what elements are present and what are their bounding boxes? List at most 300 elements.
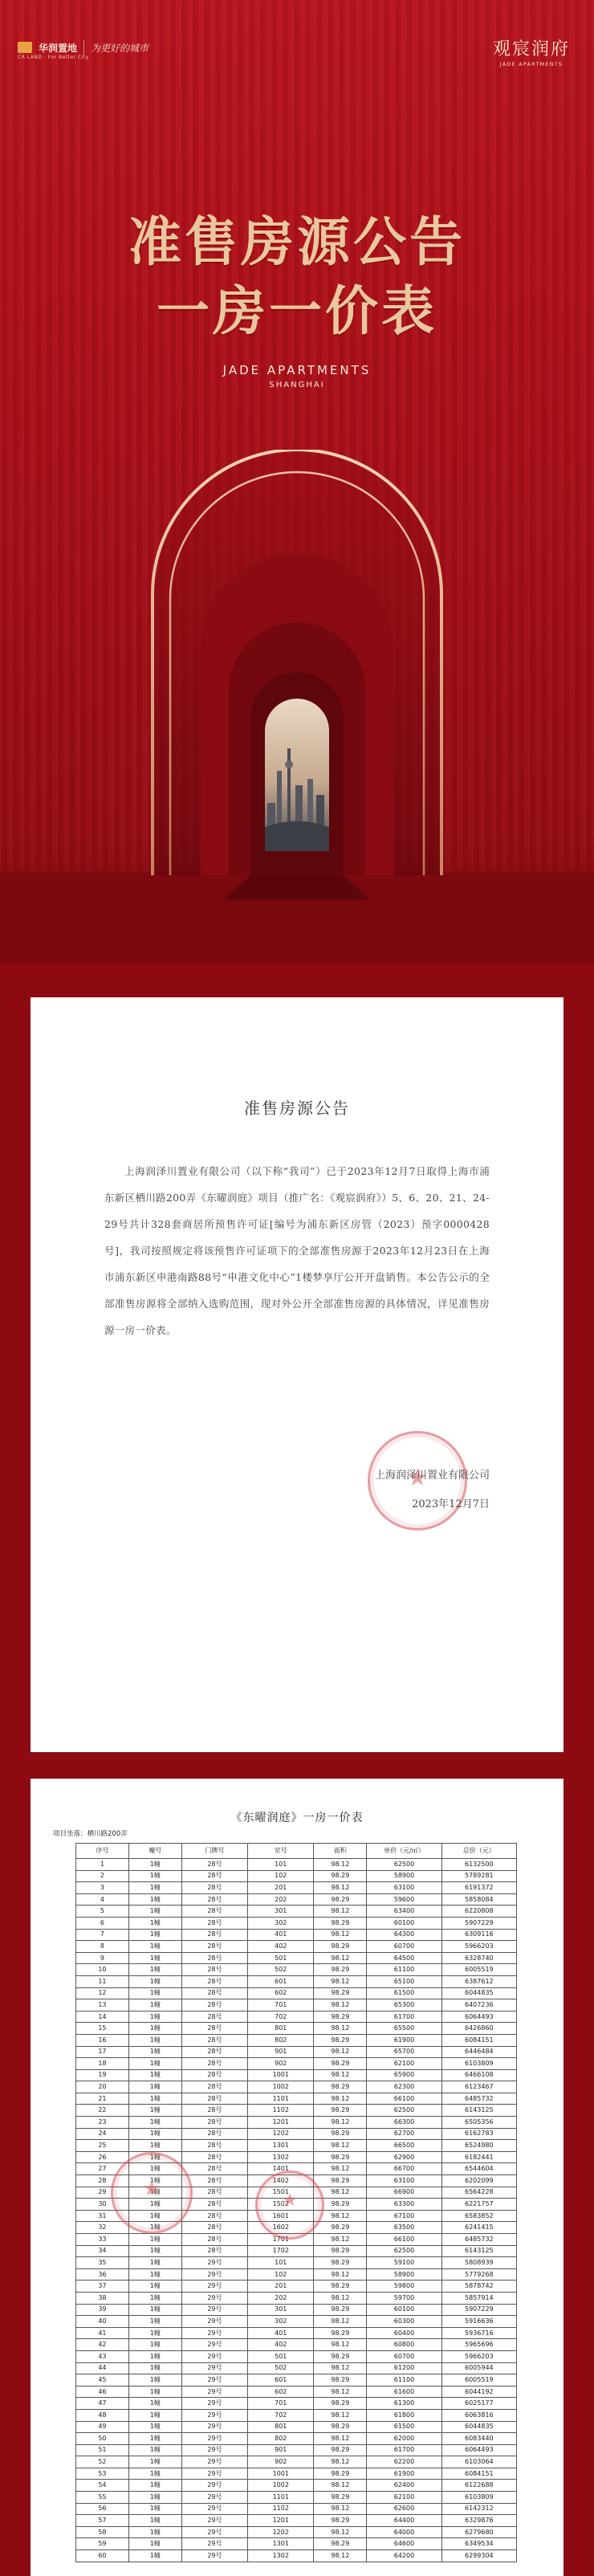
table-cell: 28号 — [181, 2093, 247, 2105]
price-table-card — [31, 1779, 563, 2576]
table-row — [76, 1870, 517, 1882]
table-row — [76, 2515, 517, 2527]
table-cell: 1幢 — [128, 2199, 181, 2211]
table-cell: 5789281 — [441, 1870, 516, 1882]
table-row — [76, 2316, 517, 2328]
table-cell: 302 — [248, 2316, 314, 2328]
table-row — [76, 1952, 517, 1964]
table-cell: 1幢 — [128, 2409, 181, 2421]
arch-illustration — [0, 450, 594, 899]
table-cell: 49 — [76, 2421, 129, 2433]
table-cell: 98.12 — [314, 2268, 367, 2280]
table-cell: 701 — [248, 1999, 314, 2011]
table-cell: 6143125 — [441, 2105, 516, 2117]
table-cell: 29号 — [181, 2292, 247, 2304]
table-cell: 98.29 — [314, 2280, 367, 2293]
table-cell: 60300 — [367, 2316, 441, 2328]
table-cell: 5808939 — [441, 2257, 516, 2269]
table-cell: 98.29 — [314, 2245, 367, 2257]
table-cell: 28号 — [181, 2163, 247, 2175]
table-cell: 98.29 — [314, 2034, 367, 2046]
table-cell: 28号 — [181, 2128, 247, 2140]
table-cell: 98.12 — [314, 2339, 367, 2351]
table-cell: 1001 — [248, 2069, 314, 2081]
table-cell: 29号 — [181, 2492, 247, 2504]
table-cell: 401 — [248, 1929, 314, 1941]
table-cell: 1幢 — [128, 2492, 181, 2504]
table-cell: 29号 — [181, 2433, 247, 2445]
table-cell: 43 — [76, 2350, 129, 2362]
table-cell: 1幢 — [128, 2187, 181, 2199]
table-cell: 29号 — [181, 2316, 247, 2328]
table-cell: 98.29 — [314, 2515, 367, 2527]
table-cell: 21 — [76, 2093, 129, 2105]
table-cell: 28号 — [181, 1975, 247, 1987]
table-cell: 64300 — [367, 1929, 441, 1941]
table-cell: 201 — [248, 2280, 314, 2293]
table-cell: 28号 — [181, 1870, 247, 1882]
table-cell: 28号 — [181, 1929, 247, 1941]
table-cell: 17 — [76, 2046, 129, 2058]
table-cell: 28号 — [181, 2140, 247, 2152]
table-cell: 6202099 — [441, 2175, 516, 2187]
table-row — [76, 2362, 517, 2374]
table-cell: 61100 — [367, 1964, 441, 1976]
table-cell: 6329876 — [441, 2515, 516, 2527]
table-cell: 58 — [76, 2526, 129, 2538]
table-cell: 61900 — [367, 2468, 441, 2480]
table-cell: 1幢 — [128, 2503, 181, 2515]
table-cell: 1幢 — [128, 2538, 181, 2550]
table-cell: 301 — [248, 1906, 314, 1918]
table-cell: 1幢 — [128, 2034, 181, 2046]
brand-mark-icon — [18, 42, 32, 53]
table-cell: 1幢 — [128, 2151, 181, 2163]
table-cell: 701 — [248, 2398, 314, 2410]
table-cell: 59600 — [367, 1893, 441, 1906]
table-cell: 28号 — [181, 2105, 247, 2117]
table-cell: 62100 — [367, 2492, 441, 2504]
table-cell: 802 — [248, 2034, 314, 2046]
table-cell: 1幢 — [128, 2234, 181, 2246]
table-cell: 6064493 — [441, 2011, 516, 2023]
notice-signature — [375, 1461, 490, 1519]
table-cell: 61200 — [367, 2362, 441, 2374]
table-cell: 1幢 — [128, 2117, 181, 2129]
table-cell: 28号 — [181, 1882, 247, 1894]
table-cell: 29号 — [181, 2257, 247, 2269]
table-cell: 29号 — [181, 2339, 247, 2351]
table-cell: 6564228 — [441, 2187, 516, 2199]
table-cell: 4 — [76, 1893, 129, 1906]
table-cell: 5779268 — [441, 2268, 516, 2280]
table-cell: 1幢 — [128, 1917, 181, 1929]
table-cell: 1幢 — [128, 2374, 181, 2386]
table-cell: 102 — [248, 2268, 314, 2280]
table-cell: 98.29 — [314, 2128, 367, 2140]
table-cell: 98.29 — [314, 1917, 367, 1929]
table-cell: 1701 — [248, 2234, 314, 2246]
table-cell: 3 — [76, 1882, 129, 1894]
table-cell: 1幢 — [128, 2081, 181, 2093]
table-cell: 54 — [76, 2480, 129, 2492]
table-cell: 1601 — [248, 2210, 314, 2222]
table-cell: 5 — [76, 1906, 129, 1918]
table-cell: 18 — [76, 2058, 129, 2070]
table-cell: 29号 — [181, 2456, 247, 2468]
table-cell: 6485732 — [441, 2234, 516, 2246]
table-cell: 6025177 — [441, 2398, 516, 2410]
table-cell: 6446484 — [441, 2046, 516, 2058]
table-cell: 59700 — [367, 2292, 441, 2304]
table-cell: 1幢 — [128, 1929, 181, 1941]
table-cell: 6407236 — [441, 1999, 516, 2011]
table-cell: 902 — [248, 2058, 314, 2070]
table-cell: 98.12 — [314, 2433, 367, 2445]
table-cell: 6182441 — [441, 2151, 516, 2163]
table-cell: 6103064 — [441, 2456, 516, 2468]
table-cell: 1幢 — [128, 2058, 181, 2070]
table-cell: 28号 — [181, 2069, 247, 2081]
table-cell: 28号 — [181, 1859, 247, 1871]
table-cell: 1幢 — [128, 2316, 181, 2328]
table-cell: 65300 — [367, 1999, 441, 2011]
table-cell: 63400 — [367, 1906, 441, 1918]
table-cell: 98.12 — [314, 2292, 367, 2304]
table-row — [76, 2456, 517, 2468]
table-cell: 502 — [248, 1964, 314, 1976]
notice-title: 准售房源公告 — [244, 1098, 350, 1118]
table-row — [76, 2034, 517, 2046]
table-cell: 5907229 — [441, 1917, 516, 1929]
table-cell: 1幢 — [128, 2515, 181, 2527]
table-cell: 29号 — [181, 2550, 247, 2562]
table-cell: 1幢 — [128, 1952, 181, 1964]
table-cell: 6083440 — [441, 2433, 516, 2445]
column-header: 单价（元/㎡） — [367, 1844, 441, 1859]
table-row — [76, 2128, 517, 2140]
table-cell: 98.29 — [314, 2151, 367, 2163]
table-cell: 44 — [76, 2362, 129, 2374]
table-cell: 5878742 — [441, 2280, 516, 2293]
table-cell: 28号 — [181, 1999, 247, 2011]
table-cell: 1501 — [248, 2187, 314, 2199]
table-cell: 1幢 — [128, 2011, 181, 2023]
table-row — [76, 2444, 517, 2456]
table-cell: 61500 — [367, 1987, 441, 1999]
project-logo — [493, 35, 570, 67]
table-cell: 47 — [76, 2398, 129, 2410]
table-cell: 6005519 — [441, 1964, 516, 1976]
table-cell: 12 — [76, 1987, 129, 1999]
table-cell: 98.12 — [314, 2409, 367, 2421]
table-cell: 601 — [248, 1975, 314, 1987]
notice-card — [31, 997, 563, 1752]
table-cell: 98.12 — [314, 2386, 367, 2398]
table-cell: 901 — [248, 2046, 314, 2058]
table-cell: 1幢 — [128, 2362, 181, 2374]
table-cell: 1幢 — [128, 2093, 181, 2105]
table-cell: 1幢 — [128, 2550, 181, 2562]
table-cell: 1幢 — [128, 1882, 181, 1894]
table-cell: 1201 — [248, 2117, 314, 2129]
table-cell: 28号 — [181, 2234, 247, 2246]
table-cell: 801 — [248, 2421, 314, 2433]
table-cell: 702 — [248, 2011, 314, 2023]
table-cell: 1202 — [248, 2526, 314, 2538]
table-cell: 98.12 — [314, 1999, 367, 2011]
table-cell: 6122688 — [441, 2480, 516, 2492]
table-cell: 64200 — [367, 2550, 441, 2562]
table-cell: 62400 — [367, 2480, 441, 2492]
table-cell: 65700 — [367, 2046, 441, 2058]
notice-body: 上海润泽川置业有限公司（以下称“我司”）已于2023年12月7日取得上海市浦东新区栖川路200弄《东曜润庭》项目（推广名：《观宸润府》）5、6、20、21、24-29号共计328套商居所预售许可证[编号为浦东新区房管（2023）预字0000428号]，我司按照规定将该预售许可证项下的全部准售房源于2023年12月23日在上海市浦东新区申港南路88号“申港文化中心”1楼梦享厅公开开盘销售。本公告公示的全部准售房源将全部纳入选购范围，现对外公开全部准售房源的具体情况，详见准售房源一房一价表。 — [104, 1165, 490, 1336]
table-cell: 66100 — [367, 2234, 441, 2246]
table-cell: 61300 — [367, 2398, 441, 2410]
table-cell: 98.12 — [314, 2210, 367, 2222]
table-cell: 60100 — [367, 2304, 441, 2316]
table-cell: 98.12 — [314, 2234, 367, 2246]
table-cell: 902 — [248, 2456, 314, 2468]
table-cell: 6143125 — [441, 2245, 516, 2257]
table-cell: 62300 — [367, 2081, 441, 2093]
table-cell: 601 — [248, 2374, 314, 2386]
table-cell: 98.29 — [314, 1870, 367, 1882]
table-cell: 6064493 — [441, 2444, 516, 2456]
table-row — [76, 2093, 517, 2105]
table-cell: 602 — [248, 2386, 314, 2398]
table-cell: 40 — [76, 2316, 129, 2328]
table-cell: 98.29 — [314, 2398, 367, 2410]
table-cell: 64600 — [367, 2538, 441, 2550]
table-cell: 29号 — [181, 2538, 247, 2550]
column-header: 室号 — [248, 1844, 314, 1859]
table-cell: 28号 — [181, 2175, 247, 2187]
table-cell: 1幢 — [128, 2433, 181, 2445]
table-cell: 28号 — [181, 1893, 247, 1906]
table-cell: 98.12 — [314, 2316, 367, 2328]
table-cell: 1幢 — [128, 2468, 181, 2480]
table-cell: 402 — [248, 1941, 314, 1953]
table-cell: 28号 — [181, 2034, 247, 2046]
table-cell: 1幢 — [128, 2292, 181, 2304]
table-cell: 1幢 — [128, 1859, 181, 1871]
table-cell: 1102 — [248, 2105, 314, 2117]
table-cell: 28号 — [181, 2222, 247, 2234]
table-cell: 1101 — [248, 2492, 314, 2504]
table-cell: 32 — [76, 2222, 129, 2234]
table-cell: 6005519 — [441, 2374, 516, 2386]
table-cell: 6583852 — [441, 2210, 516, 2222]
table-cell: 16 — [76, 2034, 129, 2046]
table-cell: 98.29 — [314, 1893, 367, 1906]
table-cell: 6309116 — [441, 1929, 516, 1941]
table-cell: 59100 — [367, 2257, 441, 2269]
table-cell: 1201 — [248, 2515, 314, 2527]
table-cell: 98.29 — [314, 2175, 367, 2187]
table-cell: 28号 — [181, 1964, 247, 1976]
table-cell: 1幢 — [128, 1987, 181, 1999]
company-seal-icon — [111, 2152, 193, 2234]
table-cell: 98.29 — [314, 1964, 367, 1976]
table-cell: 65900 — [367, 2069, 441, 2081]
table-cell: 6044835 — [441, 2421, 516, 2433]
table-row — [76, 2526, 517, 2538]
table-row — [76, 2069, 517, 2081]
table-cell: 1102 — [248, 2503, 314, 2515]
table-cell: 28号 — [181, 2210, 247, 2222]
table-cell: 1幢 — [128, 2421, 181, 2433]
table-cell: 55 — [76, 2492, 129, 2504]
table-cell: 1幢 — [128, 2175, 181, 2187]
table-cell: 5966203 — [441, 2350, 516, 2362]
table-cell: 62200 — [367, 2456, 441, 2468]
table-cell: 28号 — [181, 2245, 247, 2257]
table-cell: 6524980 — [441, 2140, 516, 2152]
table-cell: 98.12 — [314, 2187, 367, 2199]
table-row — [76, 1941, 517, 1953]
table-cell: 28号 — [181, 2151, 247, 2163]
table-cell: 28号 — [181, 1917, 247, 1929]
table-cell: 1幢 — [128, 2128, 181, 2140]
price-table-address: 项目坐落：栖川路200弄 — [53, 1830, 128, 1838]
table-cell: 22 — [76, 2105, 129, 2117]
table-cell: 52 — [76, 2456, 129, 2468]
table-cell: 64400 — [367, 2515, 441, 2527]
table-cell: 1幢 — [128, 2222, 181, 2234]
table-cell: 1幢 — [128, 2245, 181, 2257]
table-cell: 31 — [76, 2210, 129, 2222]
table-cell: 62000 — [367, 2433, 441, 2445]
table-cell: 6387612 — [441, 1975, 516, 1987]
table-cell: 33 — [76, 2234, 129, 2246]
table-cell: 202 — [248, 1893, 314, 1906]
table-cell: 1幢 — [128, 2210, 181, 2222]
table-cell: 2 — [76, 1870, 129, 1882]
table-cell: 29号 — [181, 2374, 247, 2386]
table-cell: 6349534 — [441, 2538, 516, 2550]
table-cell: 602 — [248, 1987, 314, 1999]
table-cell: 8 — [76, 1941, 129, 1953]
table-row — [76, 1893, 517, 1906]
table-cell: 56 — [76, 2503, 129, 2515]
table-cell: 1101 — [248, 2093, 314, 2105]
table-cell: 28号 — [181, 1987, 247, 1999]
table-row — [76, 1882, 517, 1894]
table-cell: 1402 — [248, 2175, 314, 2187]
table-cell: 98.12 — [314, 2362, 367, 2374]
table-row — [76, 1929, 517, 1941]
table-cell: 98.12 — [314, 2526, 367, 2538]
table-cell: 29号 — [181, 2304, 247, 2316]
table-cell: 1502 — [248, 2199, 314, 2211]
table-cell: 98.29 — [314, 1941, 367, 1953]
table-cell: 802 — [248, 2433, 314, 2445]
table-row — [76, 2421, 517, 2433]
table-cell: 98.12 — [314, 2093, 367, 2105]
table-cell: 61700 — [367, 2011, 441, 2023]
table-row — [76, 2374, 517, 2386]
table-cell: 98.12 — [314, 2480, 367, 2492]
table-cell: 302 — [248, 1917, 314, 1929]
table-cell: 6084151 — [441, 2468, 516, 2480]
table-cell: 1幢 — [128, 2339, 181, 2351]
table-cell: 1001 — [248, 2468, 314, 2480]
table-cell: 6241415 — [441, 2222, 516, 2234]
table-cell: 98.12 — [314, 2503, 367, 2515]
project-logo-zh: 观宸润府 — [492, 39, 570, 59]
table-cell: 62100 — [367, 2058, 441, 2070]
table-cell: 6466108 — [441, 2069, 516, 2081]
table-cell: 1幢 — [128, 1999, 181, 2011]
table-cell: 29号 — [181, 2350, 247, 2362]
table-cell: 36 — [76, 2268, 129, 2280]
table-cell: 29号 — [181, 2480, 247, 2492]
column-header: 面积 — [314, 1844, 367, 1859]
table-cell: 98.29 — [314, 2444, 367, 2456]
table-cell: 102 — [248, 1870, 314, 1882]
table-row — [76, 1917, 517, 1929]
table-cell: 98.29 — [314, 2081, 367, 2093]
table-cell: 9 — [76, 1952, 129, 1964]
table-cell: 29号 — [181, 2268, 247, 2280]
table-cell: 41 — [76, 2327, 129, 2339]
table-cell: 63500 — [367, 2222, 441, 2234]
table-cell: 61100 — [367, 2374, 441, 2386]
table-row — [76, 2257, 517, 2269]
table-cell: 6426860 — [441, 2023, 516, 2035]
table-cell: 98.12 — [314, 2140, 367, 2152]
table-cell: 502 — [248, 2362, 314, 2374]
table-cell: 66700 — [367, 2163, 441, 2175]
table-row — [76, 2292, 517, 2304]
table-cell: 6328740 — [441, 1952, 516, 1964]
table-cell: 28号 — [181, 2117, 247, 2129]
table-cell: 60700 — [367, 2350, 441, 2362]
table-cell: 401 — [248, 2327, 314, 2339]
table-cell: 98.29 — [314, 2199, 367, 2211]
table-cell: 29号 — [181, 2398, 247, 2410]
table-cell: 57 — [76, 2515, 129, 2527]
table-cell: 45 — [76, 2374, 129, 2386]
table-cell: 53 — [76, 2468, 129, 2480]
table-cell: 1幢 — [128, 2268, 181, 2280]
brand-sub: CR LAND · For Better City — [18, 55, 89, 60]
table-row — [76, 1999, 517, 2011]
company-seal-icon — [255, 2170, 324, 2240]
table-row — [76, 2023, 517, 2035]
hero-banner — [0, 0, 594, 964]
table-cell: 27 — [76, 2163, 129, 2175]
table-cell: 29号 — [181, 2515, 247, 2527]
table-cell: 98.29 — [314, 2468, 367, 2480]
table-cell: 29号 — [181, 2526, 247, 2538]
table-cell: 59 — [76, 2538, 129, 2550]
table-cell: 501 — [248, 2350, 314, 2362]
notice-company: 上海润泽川置业有限公司 — [374, 1469, 490, 1482]
table-cell: 28号 — [181, 2046, 247, 2058]
table-cell: 5857914 — [441, 2292, 516, 2304]
table-cell: 28号 — [181, 1952, 247, 1964]
table-cell: 98.12 — [314, 1952, 367, 1964]
table-cell: 29号 — [181, 2444, 247, 2456]
table-cell: 28号 — [181, 1906, 247, 1918]
notice-date: 2023年12月7日 — [412, 1498, 490, 1510]
table-cell: 66900 — [367, 2187, 441, 2199]
table-cell: 60800 — [367, 2339, 441, 2351]
table-cell: 64500 — [367, 1952, 441, 1964]
table-cell: 30 — [76, 2199, 129, 2211]
